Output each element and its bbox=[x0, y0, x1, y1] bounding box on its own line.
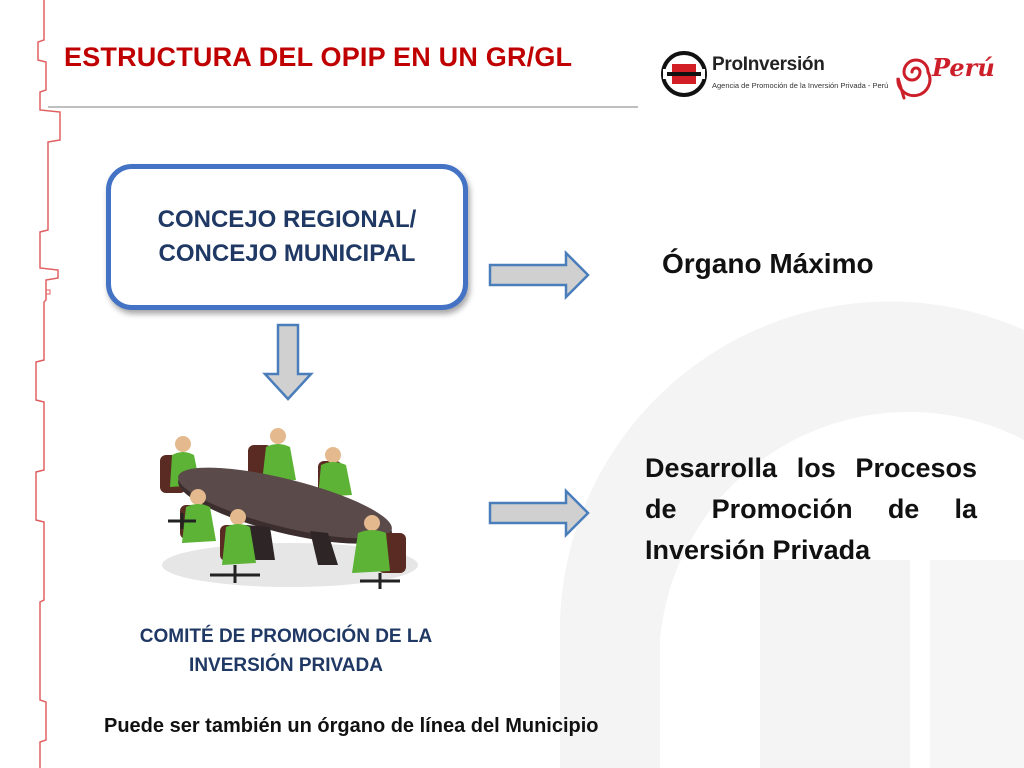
arrow-down-icon bbox=[262, 322, 314, 402]
description-line-2: de Promoción de la bbox=[645, 494, 977, 524]
organ-max-label: Órgano Máximo bbox=[662, 248, 874, 279]
proinversion-logo bbox=[660, 48, 889, 100]
description-line-3: Inversión Privada bbox=[645, 535, 871, 565]
committee-line-2: INVERSIÓN PRIVADA bbox=[189, 655, 383, 676]
committee-description bbox=[645, 448, 977, 571]
slide-title: ESTRUCTURA DEL OPIP EN UN GR/GL bbox=[64, 42, 573, 72]
committee-label bbox=[100, 622, 472, 680]
left-decorative-line bbox=[0, 0, 80, 768]
proinversion-emblem-icon bbox=[660, 50, 708, 98]
footnote: Puede ser también un órgano de línea del Municipio bbox=[104, 715, 599, 737]
proinversion-subtitle: Agencia de Promoción de la Inversión Privada - Perú bbox=[712, 81, 889, 90]
peru-logo bbox=[892, 44, 995, 104]
arrow-right-icon bbox=[488, 488, 592, 538]
meeting-people-illustration bbox=[150, 425, 420, 595]
committee-line-1: COMITÉ DE PROMOCIÓN DE LA bbox=[139, 626, 433, 647]
description-line-1: Desarrolla los Procesos bbox=[645, 453, 977, 483]
peru-word: Perú bbox=[932, 53, 995, 82]
arrow-right-icon bbox=[488, 250, 592, 300]
council-line-1: CONCEJO REGIONAL/ bbox=[157, 206, 417, 233]
council-line-2: CONCEJO MUNICIPAL bbox=[158, 240, 416, 267]
peru-spiral-icon bbox=[892, 44, 936, 100]
proinversion-name: ProInversión bbox=[712, 54, 825, 75]
title-divider bbox=[48, 106, 638, 108]
council-box bbox=[106, 164, 468, 310]
